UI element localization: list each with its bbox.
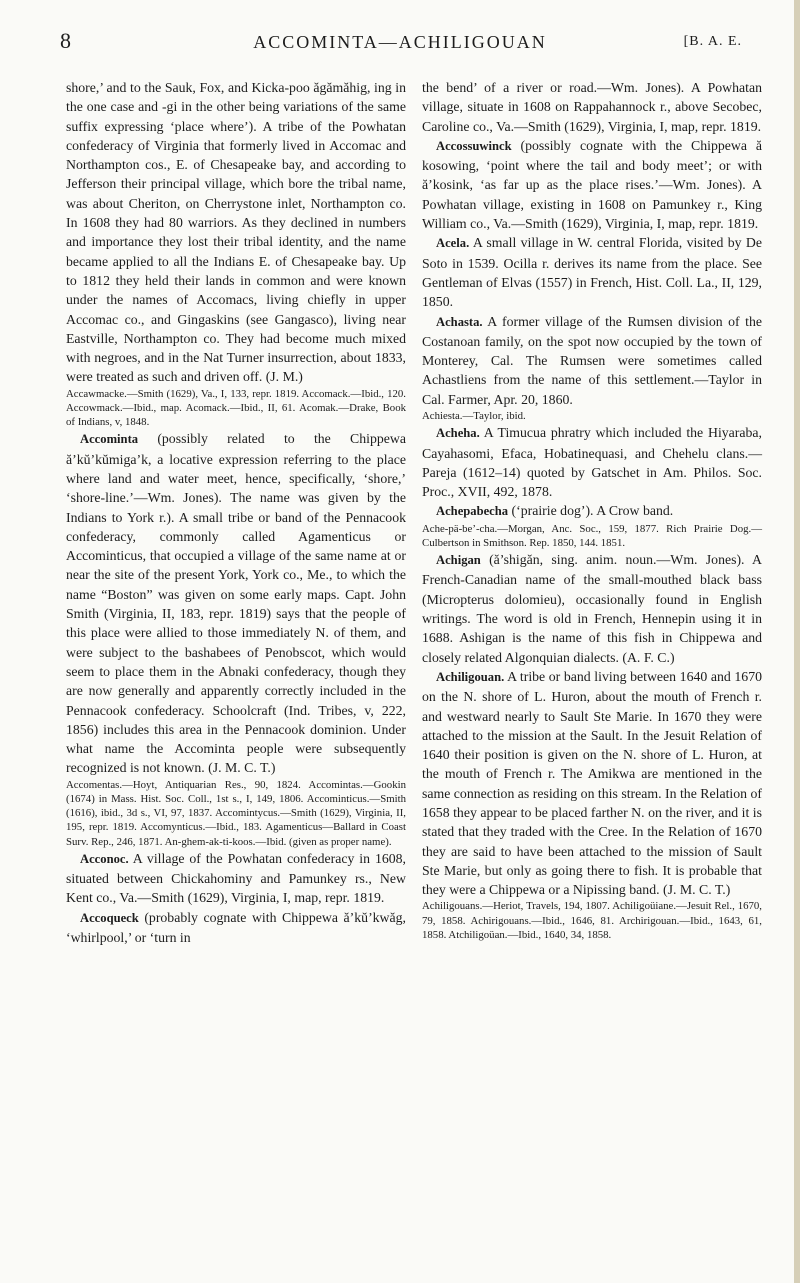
- dictionary-entry: [422, 233, 762, 311]
- dictionary-entry: [422, 550, 762, 667]
- entry-text: (possibly related to the Chippewa ă’kŭ’kŭmiga’k, a locative expression referring to the place where land and water meet, hence, specifically, ‘shore,’ ‘shore-line.’—Wm. Jones). The name was given by the Indians to York r.). A small tribe or band of the Pennacook confederacy, commonly called Agamenticus or Accominticus, that occupied a village of the same name at or near the site of the present York, York co., Me., to which the name “Boston” was given on some early maps. Capt. John Smith (Virginia, II, 183, repr. 1819) says that the people of this place were allied to those immediately N. of them, and were subject to the bashabees of Penobscot, which would seem to place them in the Abnaki confederacy, though they are now generally and apparently correctly included in the Pennacook confederacy. Schoolcraft (Ind. Tribes, v, 222, 1856) includes this area in the Pennacook dominion. Under what name the Accominta people were subsequently recognized is not known. (J. M. C. T.): [66, 431, 406, 776]
- entry-text: (possibly cognate with the Chippewa ă kosowing, ‘point where the tail and body meet’; or with ă’kosink, ‘as far up as the place rises.’—Wm. Jones). A Powhatan village, existing in 1608 on Pamunkey r., King William co., Va.—Smith (1629), Virginia, I, map, repr. 1819.: [422, 137, 762, 232]
- entry-headword: Achiligouan.: [436, 669, 505, 684]
- synonymy-citation: Accawmacke.—Smith (1629), Va., I, 133, repr. 1819. Accomack.—Ibid., 120. Accowmack.—Ibid., map. Acomack.—Ibid., II, 61. Acomak.—Drake, Book of Indians, v, 1848.: [66, 387, 406, 429]
- entry-headword: Achasta.: [436, 314, 483, 329]
- bulletin-tag: [B. A. E.: [683, 34, 742, 49]
- left-column: [66, 78, 406, 947]
- dictionary-entry: [66, 849, 406, 908]
- synonymy-citation: Achiesta.—Taylor, ibid.: [422, 410, 526, 423]
- entry-continuation: the bend’ of a river or road.—Wm. Jones). A Powhatan village, situate in 1608 on Rappahannock r., above Secobec, Caroline co., Va.—Smith (1629), Virginia, I, map, repr. 1819.: [422, 80, 762, 134]
- right-column: [422, 78, 762, 942]
- dictionary-entry: [422, 501, 762, 521]
- running-header: [0, 28, 800, 58]
- entry-headword: Acela.: [436, 236, 470, 251]
- entry-headword: Accoqueck: [80, 910, 139, 925]
- dictionary-entry: [66, 429, 406, 777]
- synonymy-citation: Achiligouans.—Heriot, Travels, 194, 1807. Achiligoüiane.—Jesuit Rel., 1670, 79, 1858. Achirigouans.—Ibid., 1646, 81. Archirigouan.—Ibid., 1643, 61, 1858. Atchiligoüan.—Ibid., 1640, 34, 1858.: [422, 900, 762, 941]
- dictionary-entry: [422, 423, 762, 501]
- entry-text: (probably cognate with Chippewa ă’kŭ’kwăg, ‘whirlpool,’ or ‘turn in: [66, 909, 406, 945]
- entry-headword: Achepabecha: [436, 504, 509, 519]
- entry-headword: Accominta: [80, 432, 139, 447]
- running-title: ACCOMINTA—ACHILIGOUAN: [253, 32, 547, 52]
- synonymy-citation: Ache-pä-be’-cha.—Morgan, Anc. Soc., 159, 1877. Rich Prairie Dog.—Culbertson in Smithson. Rep. 1850, 144. 1851.: [422, 522, 762, 549]
- entry-headword: Acheha.: [436, 426, 480, 441]
- synonymy-citation: Accomentas.—Hoyt, Antiquarian Res., 90, 1824. Accomintas.—Gookin (1674) in Mass. Hist. Soc. Coll., 1st s., I, 149, 1806. Accominticus.—Smith (1616), ibid., 3d s., VI, 97, 1837. Accomintycus.—Smith (1629), Virginia, II, 195, repr. 1819. Accomynticus.—Ibid., 183. Agamenticus—Ballard in Coast Surv. Rep., 246, 1871. An-ghem-ak-ti-koos.—Ibid. (given as proper name).: [66, 778, 406, 848]
- entry-continuation: shore,’ and to the Sauk, Fox, and Kicka-poo ăgămăhig, ing in the one case and -gi in the other being variations of the same suffix expressing ‘place where’). A tribe of the Powhatan confederacy of Virginia that formerly lived in Accomac and Northampton cos., E. of Chesapeake bay, and according to Jefferson their principal village, which bore the tribal name, was about Cheriton, on Cherrystone inlet, Northampton co. In 1608 they had 80 warriors. As they declined in numbers and importance they lost their tribal identity, and the name became applied to all the Indians E. of Chesapeake bay. Up to 1812 they held their lands in common and were known under the names of Accomacs, living chiefly in upper Accomac co., and Gingaskins (see Gangasco), living near Eastville, Northampton co. They had become much mixed with negroes, and in the Nat Turner insurrection, about 1833, were treated as such and driven off. (J. M.): [66, 80, 406, 385]
- page-number: 8: [60, 28, 71, 53]
- dictionary-entry: [66, 908, 406, 948]
- page-edge-strip: [794, 0, 800, 1283]
- entry-headword: Accossuwinck: [436, 138, 512, 153]
- dictionary-entry: [422, 136, 762, 233]
- dictionary-entry: [422, 667, 762, 900]
- entry-text: (‘prairie dog’). A Crow band.: [508, 503, 674, 519]
- entry-text: A village of the Powhatan confederacy in 1608, situated between Chickahominy and Pamunkey rs., New Kent co., Va.—Smith (1629), Virginia, I, map, repr. 1819.: [66, 850, 406, 906]
- dictionary-entry: [422, 312, 762, 409]
- entry-text: A small village in W. central Florida, visited by De Soto in 1539. Ocilla r. derives its name from the place. See Gentleman of Elvas (1557) in French, Hist. Coll. La., II, 129, 1850.: [422, 235, 762, 310]
- entry-text: A tribe or band living between 1640 and 1670 on the N. shore of L. Huron, about the mouth of French r. and westward nearly to Sault Ste Marie. In 1670 they were attached to the mission at the Sault. In the Jesuit Relation of 1640 their position is given on the N. shore of L. Huron, at the mouth of French r. The Amikwa are mentioned in the same connection as residing on this stream. In the Relation of 1658 they appear to be placed farther N. on the river, and it is stated that they traded with the Cree. In the Relation of 1670 they are said to have been attached to the mission of Sault Ste Marie, but only as going there to fish. It is probable that they were a Chippewa or a Nipissing band. (J. M. C. T.): [422, 668, 762, 898]
- entry-headword: Achigan: [436, 553, 481, 568]
- entry-text: (ă’shigăn, sing. anim. noun.—Wm. Jones). A French-Canadian name of the small-mouthed black bass (Micropterus dolomieu), occasionally found in English writings. The word is old in French, Hennepin using it in 1688. Ashigan is the name of this fish in Chippewa and closely related Algonquian dialects. (A. F. C.): [422, 552, 762, 665]
- entry-text: A Timucua phratry which included the Hiyaraba, Cayahasomi, Efaca, Hobatinequasi, and Chehelu clans.— Pareja (1612–14) quoted by Gatschet in Am. Philos. Soc. Proc., XVII, 492, 1878.: [422, 425, 762, 500]
- entry-headword: Acconoc.: [80, 851, 129, 866]
- entry-text: A former village of the Rumsen division of the Costanoan family, on the spot now occupied by the town of Monterey, Cal. The Rumsen were sometimes called Achastliens from the name of this settlement.—Taylor in Cal. Farmer, Apr. 20, 1860.: [422, 313, 762, 407]
